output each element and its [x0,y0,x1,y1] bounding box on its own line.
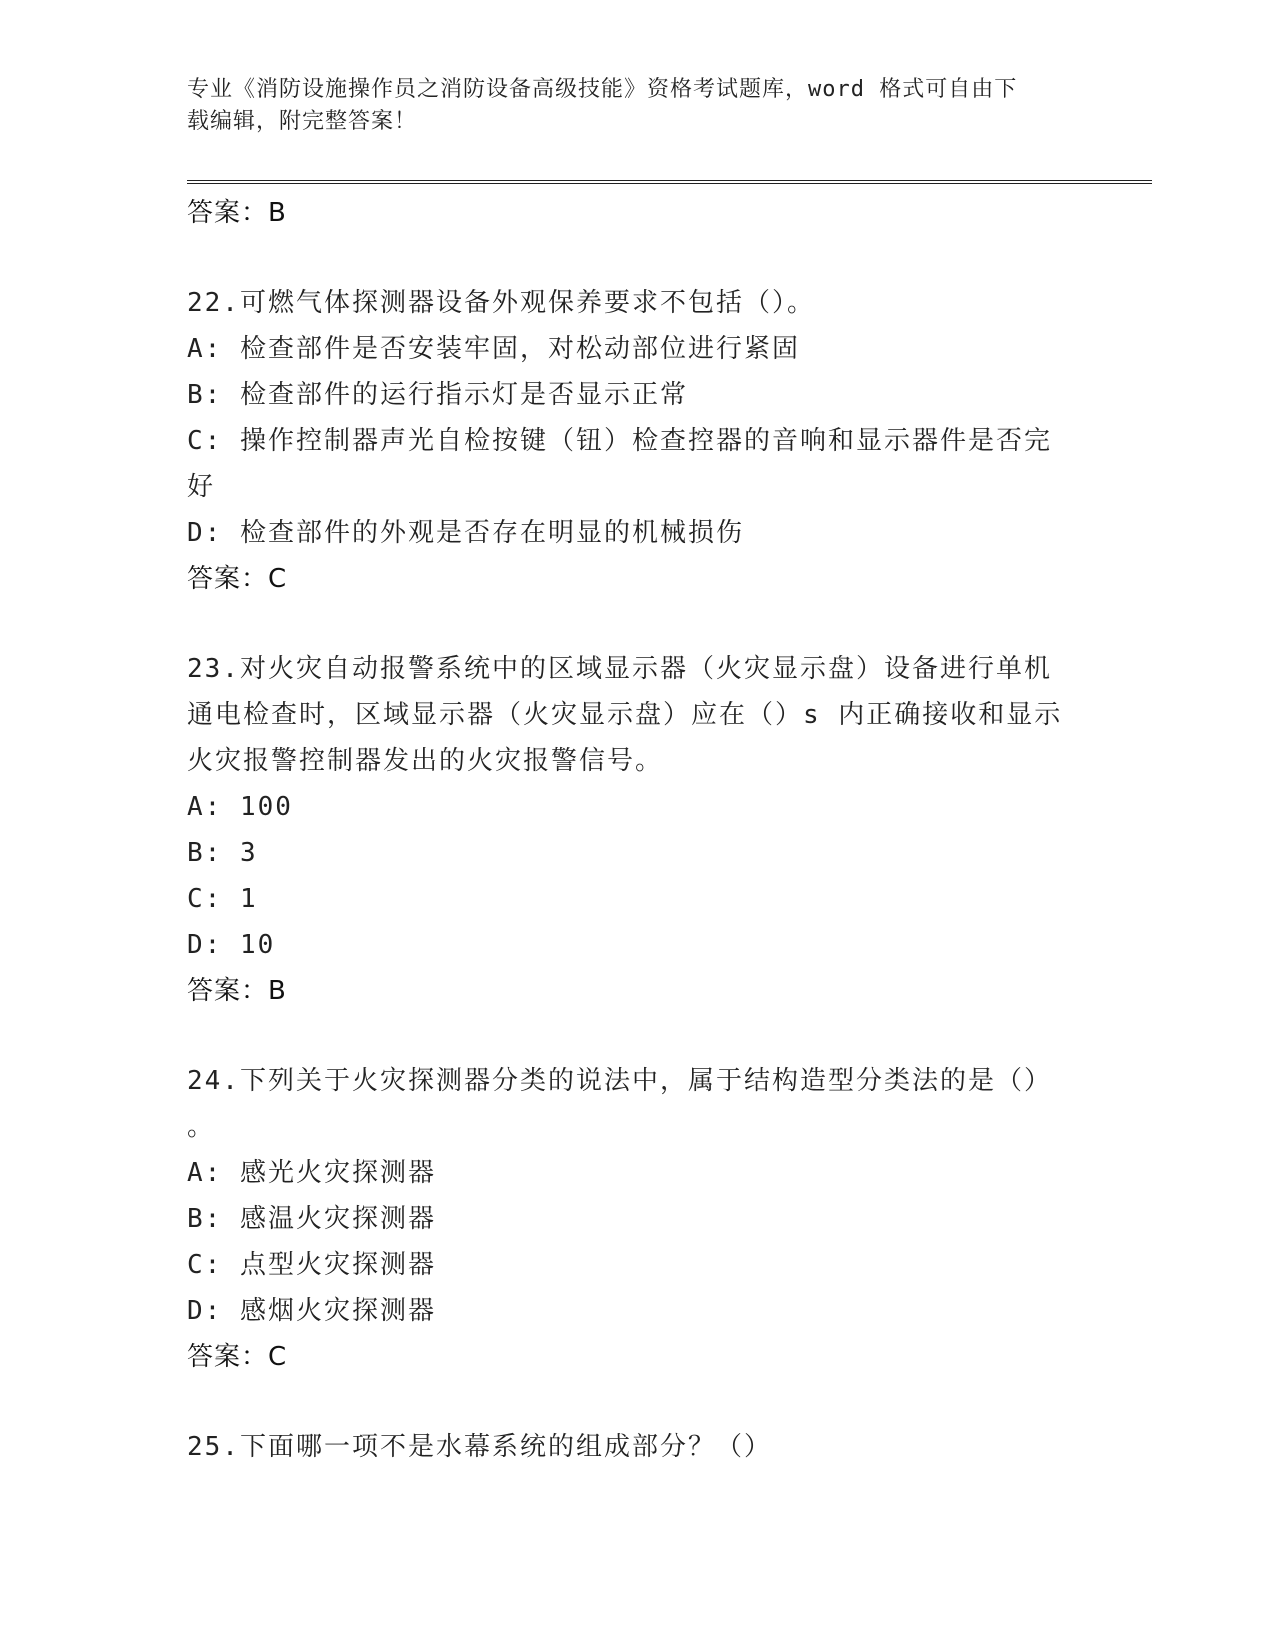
header-line-2: 载编辑，附完整答案！ [187,109,418,134]
question-line: 通电检查时，区域显示器（火灾显示盘）应在（）s 内正确接收和显示 [187,700,1063,730]
option-line: 好 [187,472,216,502]
question-line: 22.可燃气体探测器设备外观保养要求不包括（）。 [187,288,815,318]
question-23-answer: 答案：B [187,976,287,1006]
option-line: B: 感温火灾探测器 [187,1204,436,1234]
question-22 [187,280,1087,602]
question-24-answer: 答案：C [187,1342,288,1372]
question-22-option-a [187,326,1087,372]
option-line: B: 检查部件的运行指示灯是否显示正常 [187,380,688,410]
option-line: A: 100 [187,792,293,822]
question-line: 。 [187,1112,216,1142]
question-24-option-b [187,1196,1087,1242]
question-22-answer: 答案：C [187,564,288,594]
option-line: C: 操作控制器声光自检按键（钮）检查控器的音响和显示器件是否完 [187,426,1052,456]
question-22-option-d [187,510,1087,556]
option-line: A: 检查部件是否安装牢固，对松动部位进行紧固 [187,334,800,364]
header-line-1: 专业《消防设施操作员之消防设备高级技能》资格考试题库，word 格式可自由下 [187,77,1018,102]
question-22-option-b [187,372,1087,418]
question-24-option-a [187,1150,1087,1196]
option-line: B: 3 [187,838,258,868]
question-line: 23.对火灾自动报警系统中的区域显示器（火灾显示盘）设备进行单机 [187,654,1052,684]
option-line: D: 检查部件的外观是否存在明显的机械损伤 [187,518,744,548]
question-25 [187,1424,1087,1470]
question-23-option-b [187,830,1087,876]
option-line: A: 感光火灾探测器 [187,1158,436,1188]
question-23 [187,646,1087,1014]
previous-answer: 答案：B [187,198,287,228]
question-24-option-d [187,1288,1087,1334]
question-line: 24.下列关于火灾探测器分类的说法中，属于结构造型分类法的是（） [187,1066,1052,1096]
document-header [187,74,1067,138]
header-rule-bottom [187,183,1152,184]
question-23-option-d [187,922,1087,968]
question-25-text [187,1424,1087,1470]
question-24-text [187,1058,1087,1150]
question-list [187,190,1087,1470]
option-line: C: 点型火灾探测器 [187,1250,436,1280]
option-line: D: 感烟火灾探测器 [187,1296,436,1326]
question-24 [187,1058,1087,1380]
option-line: D: 10 [187,930,276,960]
question-line: 25.下面哪一项不是水幕系统的组成部分？（） [187,1432,772,1462]
question-23-text [187,646,1087,784]
question-line: 火灾报警控制器发出的火灾报警信号。 [187,746,664,776]
question-22-option-c [187,418,1087,510]
question-24-option-c [187,1242,1087,1288]
question-23-option-a [187,784,1087,830]
question-23-option-c [187,876,1087,922]
option-line: C: 1 [187,884,258,914]
header-rule-top [187,180,1152,181]
question-22-text [187,280,1087,326]
